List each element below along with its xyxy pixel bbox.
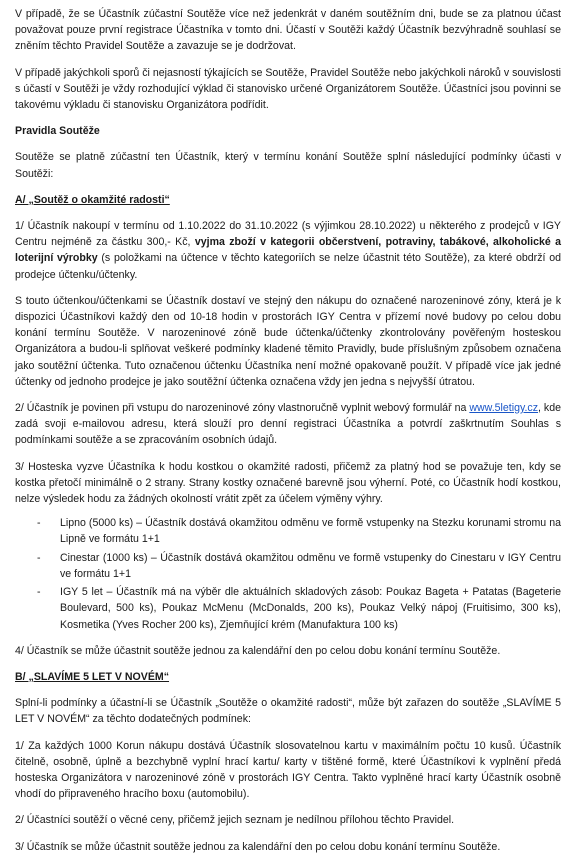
paragraph-a1 bbox=[15, 218, 561, 283]
list-item bbox=[15, 584, 561, 633]
list-item bbox=[15, 550, 561, 582]
paragraph-b2: 2/ Účastníci soutěží o věcné ceny, přičemž jejich seznam je nedílnou přílohou těchto Pravidel. bbox=[15, 814, 455, 827]
prize-text: Cinestar (1000 ks) – Účastník dostává okamžitou odměnu ve formě vstupenky do Cinestaru v IGY Centru ve formátu 1+1 bbox=[60, 551, 561, 580]
paragraph-a4: 4/ Účastník se může účastnit soutěže jednou za kalendářní den po celou dobu konání termínu Soutěže. bbox=[15, 644, 501, 657]
website-link[interactable]: www.5letigy.cz bbox=[469, 402, 539, 415]
a2-text: 2/ Účastník je povinen při vstupu do narozeninové zóny vlastnoručně vyplnit webový formulář na bbox=[15, 402, 470, 415]
prize-text: Lipno (5000 ks) – Účastník dostává okamžitou odměnu ve formě vstupenky na Stezku korunami stromu na Lipně ve formátu 1+1 bbox=[60, 517, 561, 546]
paragraph-b3: 3/ Účastník se může účastnit soutěže jednou za kalendářní den po celou dobu konání termínu Soutěže. bbox=[15, 840, 501, 853]
list-dash: - bbox=[37, 586, 41, 599]
list-item bbox=[15, 515, 561, 547]
paragraph-b-intro: Splní-li podmínky a účastní-li se Účastník „Soutěže o okamžité radosti“, může být zařazen do soutěže „SLAVÍME 5 LET V NOVÉM“ za těchto dodatečných podmínek: bbox=[15, 697, 561, 726]
a2-text-end: , kde zadá svoji e-mailovou adresu, která slouží pro denní registraci Účastníka a potvrdí zaškrtnutím Souhlas s podmínkami soutěže a se zpracováním osobních údajů. bbox=[15, 402, 562, 447]
paragraph-a2 bbox=[15, 400, 561, 449]
paragraph-receipt-check: S touto účtenkou/účtenkami se Účastník dostaví ve stejný den nákupu do označené narozeninové zóny, která je k dispozici Účastníkovi každý den od 10-18 hodin v prostorách IGY Centra v přízemí nové budovy po celou dobu konání termínu Soutěže. V narozeninové zóně bude účtenka/účtenky zkontrolovány pověřeným hosteskou Organizátora a budou-li splňovat veškeré podmínky kladené těmito Pravidly, bude příslušným způsobem označena jako soutěžní účtenka. Tuto označenou účtenku Účastníka není možné opakovaně použít. V případě více jak jedné účtenky od jednoho prodejce je jako soutěžní účtenka označena vždy jen jedna s nejvyšší útratou. bbox=[15, 294, 561, 388]
list-dash: - bbox=[37, 517, 41, 530]
section-a-heading: A/ „Soutěž o okamžité radosti“ bbox=[15, 193, 170, 206]
paragraph-disputes: V případě jakýchkoli sporů či nejasností týkajících se Soutěže, Pravidel Soutěže nebo jakýchkoli nároků v souvislosti s účastí v Soutěži je vždy rozhodující výklad či stanovisko určené Organizátorem Soutěže. Účastníci jsou povinni se takovému výkladu či stanovisku Organizátora podřídit. bbox=[15, 66, 561, 112]
prize-list bbox=[15, 515, 561, 632]
prize-text: IGY 5 let – Účastník má na výběr dle aktuálních skladových zásob: Poukaz Bageta + Patatas (Bageterie Boulevard, 500 ks), Poukaz McMenu (McDonalds, 200 ks), Poukaz Velký nápoj (Fruitisimo, 300 ks), Kosmetika (Yves Rocher 200 ks), Zjemňující krém (Manufaktura 100 ks) bbox=[60, 586, 561, 631]
a1-text: 1/ Účastník nakoupí v termínu od 1.10.2022 do 31.10.2022 (s výjimkou 28.10.2022) u některého z prodejců v IGY Centru nejméně za částku 300,- Kč, bbox=[15, 220, 561, 249]
list-dash: - bbox=[37, 551, 41, 564]
paragraph-registration: V případě, že se Účastník zúčastní Soutěže více než jedenkrát v daném soutěžním dni, bude se za platnou účast považovat pouze první registrace Účastníka v tomto dni. Účastí v Soutěži každý Účastník bezvýhradně souhlasí se zněním těchto Pravidel Soutěže a zavazuje se je dodržovat. bbox=[15, 8, 561, 53]
paragraph-b1: 1/ Za každých 1000 Korun nákupu dostává Účastník slosovatelnou kartu v maximálním počtu 10 kusů. Účastník čitelně, osobně, úplně a bezchybně vyplní hrací kartu/ karty v tištěné formě, které Účastníkovi k vyplnění předá hosteska Organizátora v narozeninové zóně v prostorách IGY Centra. Takto vyplněné hrací karty Účastník osobně vhodí do připraveného hracího boxu (automobilu). bbox=[15, 739, 561, 801]
a1-excluded-goods: vyjma zboží v kategorii občerstvení, potraviny, tabákové, alkoholické a loterijní výrobky bbox=[15, 236, 561, 265]
paragraph-conditions-intro: Soutěže se platně zúčastní ten Účastník, který v termínu konání Soutěže splní následující podmínky účasti v Soutěži: bbox=[15, 151, 561, 180]
paragraph-a3: 3/ Hosteska vyzve Účastníka k hodu kostkou o okamžité radosti, přičemž za platný hod se považuje ten, kdy se kostka přetočí minimálně o 2 strany. Strany kostky označené barevně jsou výherní. Poté, co Účastník hodí kostkou, nelze výsledek hodu za žádných okolností vrátit zpět za účelem výměny výhry. bbox=[15, 460, 561, 506]
a1-text-end: (s položkami na účtence v těchto kategoriích se nelze účastnit této Soutěže), za které obdrží od prodejce účtenku/účtenky. bbox=[15, 252, 561, 281]
rules-heading: Pravidla Soutěže bbox=[15, 125, 100, 138]
section-b-heading: B/ „SLAVÍME 5 LET V NOVÉM“ bbox=[15, 670, 170, 683]
